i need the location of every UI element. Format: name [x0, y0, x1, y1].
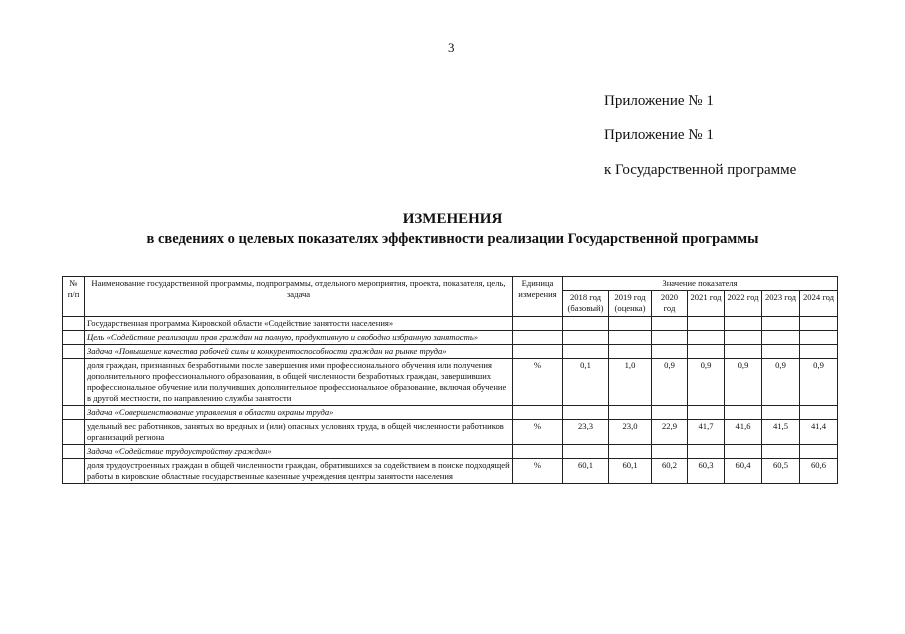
table-row-indicator	[63, 359, 838, 406]
row-value-cell: 60,1	[609, 459, 652, 484]
row-value-cell: 41,4	[800, 420, 838, 445]
row-name-cell: Государственная программа Кировской области «Содействие занятости населения»	[85, 317, 513, 331]
row-value-cell: 60,3	[688, 459, 725, 484]
row-value-cell: 0,9	[725, 359, 762, 406]
row-value-cell	[725, 317, 762, 331]
row-num-cell	[63, 420, 85, 445]
document-subtitle: в сведениях о целевых показателях эффективности реализации Государственной программы	[146, 231, 759, 247]
row-value-cell	[563, 317, 609, 331]
header-year: 2019 год (оценка)	[609, 291, 652, 317]
row-value-cell	[609, 445, 652, 459]
row-value-cell: 60,1	[563, 459, 609, 484]
row-unit-cell	[513, 345, 563, 359]
row-value-cell	[762, 331, 800, 345]
row-value-cell	[800, 445, 838, 459]
row-value-cell: 1,0	[609, 359, 652, 406]
row-value-cell	[725, 445, 762, 459]
row-value-cell: 60,5	[762, 459, 800, 484]
header-year: 2021 год	[688, 291, 725, 317]
header-values-group: Значение показателя	[563, 277, 838, 291]
row-num-cell	[63, 359, 85, 406]
row-value-cell	[652, 345, 688, 359]
row-num-cell	[63, 406, 85, 420]
row-unit-cell	[513, 331, 563, 345]
row-name-cell: Задача «Совершенствование управления в области охраны труда»	[85, 406, 513, 420]
row-value-cell: 0,9	[800, 359, 838, 406]
header-year: 2020 год	[652, 291, 688, 317]
row-value-cell	[609, 317, 652, 331]
row-value-cell: 23,0	[609, 420, 652, 445]
row-value-cell	[688, 406, 725, 420]
row-num-cell	[63, 459, 85, 484]
row-value-cell	[563, 331, 609, 345]
table-row-section	[63, 317, 838, 331]
header-num: № п/п	[63, 277, 85, 317]
table-row-goal	[63, 331, 838, 345]
row-num-cell	[63, 317, 85, 331]
row-num-cell	[63, 331, 85, 345]
row-value-cell	[725, 345, 762, 359]
header-year: 2022 год	[725, 291, 762, 317]
row-name-cell: доля трудоустроенных граждан в общей численности граждан, обратившихся за содействием в поиске подходящей работы в кировские областные государственные казенные учреждения центры занятости населения	[85, 459, 513, 484]
row-value-cell: 41,6	[725, 420, 762, 445]
row-value-cell: 60,2	[652, 459, 688, 484]
row-value-cell	[652, 331, 688, 345]
row-value-cell	[725, 406, 762, 420]
table-row-task	[63, 345, 838, 359]
row-value-cell: 41,7	[688, 420, 725, 445]
row-value-cell	[688, 331, 725, 345]
header-unit: Единица измерения	[513, 277, 563, 317]
row-value-cell	[762, 406, 800, 420]
row-value-cell: 0,9	[652, 359, 688, 406]
row-value-cell: 60,6	[800, 459, 838, 484]
row-value-cell	[800, 345, 838, 359]
row-unit-cell	[513, 406, 563, 420]
appendix-line-2: Приложение № 1	[604, 127, 714, 143]
row-value-cell: 23,3	[563, 420, 609, 445]
row-value-cell	[652, 445, 688, 459]
row-value-cell	[609, 406, 652, 420]
row-unit-cell	[513, 317, 563, 331]
row-value-cell	[688, 345, 725, 359]
row-value-cell	[688, 445, 725, 459]
row-name-cell: Задача «Содействие трудоустройству граждан»	[85, 445, 513, 459]
row-name-cell: доля граждан, признанных безработными после завершения ими профессионального обучения или получения дополнительного профессионального образования, в общей численности безработных граждан, завершивших профессиональное обучение или получивших дополнительное профессиональное образование, включая обучение в другой местности, по направлению службы занятости	[85, 359, 513, 406]
row-value-cell	[563, 345, 609, 359]
row-value-cell	[762, 317, 800, 331]
row-value-cell: 0,9	[688, 359, 725, 406]
row-unit-cell	[513, 445, 563, 459]
row-value-cell	[725, 331, 762, 345]
row-value-cell	[652, 406, 688, 420]
appendix-line-1: Приложение № 1	[604, 93, 714, 109]
table-row-task	[63, 406, 838, 420]
table-row-indicator	[63, 459, 838, 484]
row-value-cell: 41,5	[762, 420, 800, 445]
row-num-cell	[63, 345, 85, 359]
header-year: 2018 год (базовый)	[563, 291, 609, 317]
row-unit-cell: %	[513, 420, 563, 445]
row-value-cell	[652, 317, 688, 331]
row-value-cell	[688, 317, 725, 331]
row-name-cell: удельный вес работников, занятых во вредных и (или) опасных условиях труда, в общей численности работников организаций региона	[85, 420, 513, 445]
header-name: Наименование государственной программы, подпрограммы, отдельного мероприятия, проекта, показателя, цель, задача	[85, 277, 513, 317]
document-title: ИЗМЕНЕНИЯ	[402, 211, 503, 227]
row-value-cell	[800, 331, 838, 345]
row-value-cell	[762, 345, 800, 359]
row-name-cell: Цель «Содействие реализации прав граждан на полную, продуктивную и свободно избранную занятость»	[85, 331, 513, 345]
row-value-cell	[563, 406, 609, 420]
row-unit-cell: %	[513, 359, 563, 406]
table-row-indicator	[63, 420, 838, 445]
header-year: 2024 год	[800, 291, 838, 317]
row-value-cell	[800, 406, 838, 420]
row-value-cell	[762, 445, 800, 459]
row-value-cell: 0,9	[762, 359, 800, 406]
indicators-table	[62, 276, 838, 484]
row-name-cell: Задача «Повышение качества рабочей силы и конкурентоспособности граждан на рынке труда»	[85, 345, 513, 359]
row-value-cell	[609, 331, 652, 345]
row-unit-cell: %	[513, 459, 563, 484]
appendix-line-3: к Государственной программе	[604, 162, 797, 178]
header-year: 2023 год	[762, 291, 800, 317]
page-number: 3	[448, 40, 455, 55]
row-value-cell	[800, 317, 838, 331]
row-value-cell: 60,4	[725, 459, 762, 484]
table-row-task	[63, 445, 838, 459]
row-num-cell	[63, 445, 85, 459]
row-value-cell: 22,9	[652, 420, 688, 445]
row-value-cell	[609, 345, 652, 359]
table-body	[63, 317, 838, 484]
row-value-cell: 0,1	[563, 359, 609, 406]
row-value-cell	[563, 445, 609, 459]
